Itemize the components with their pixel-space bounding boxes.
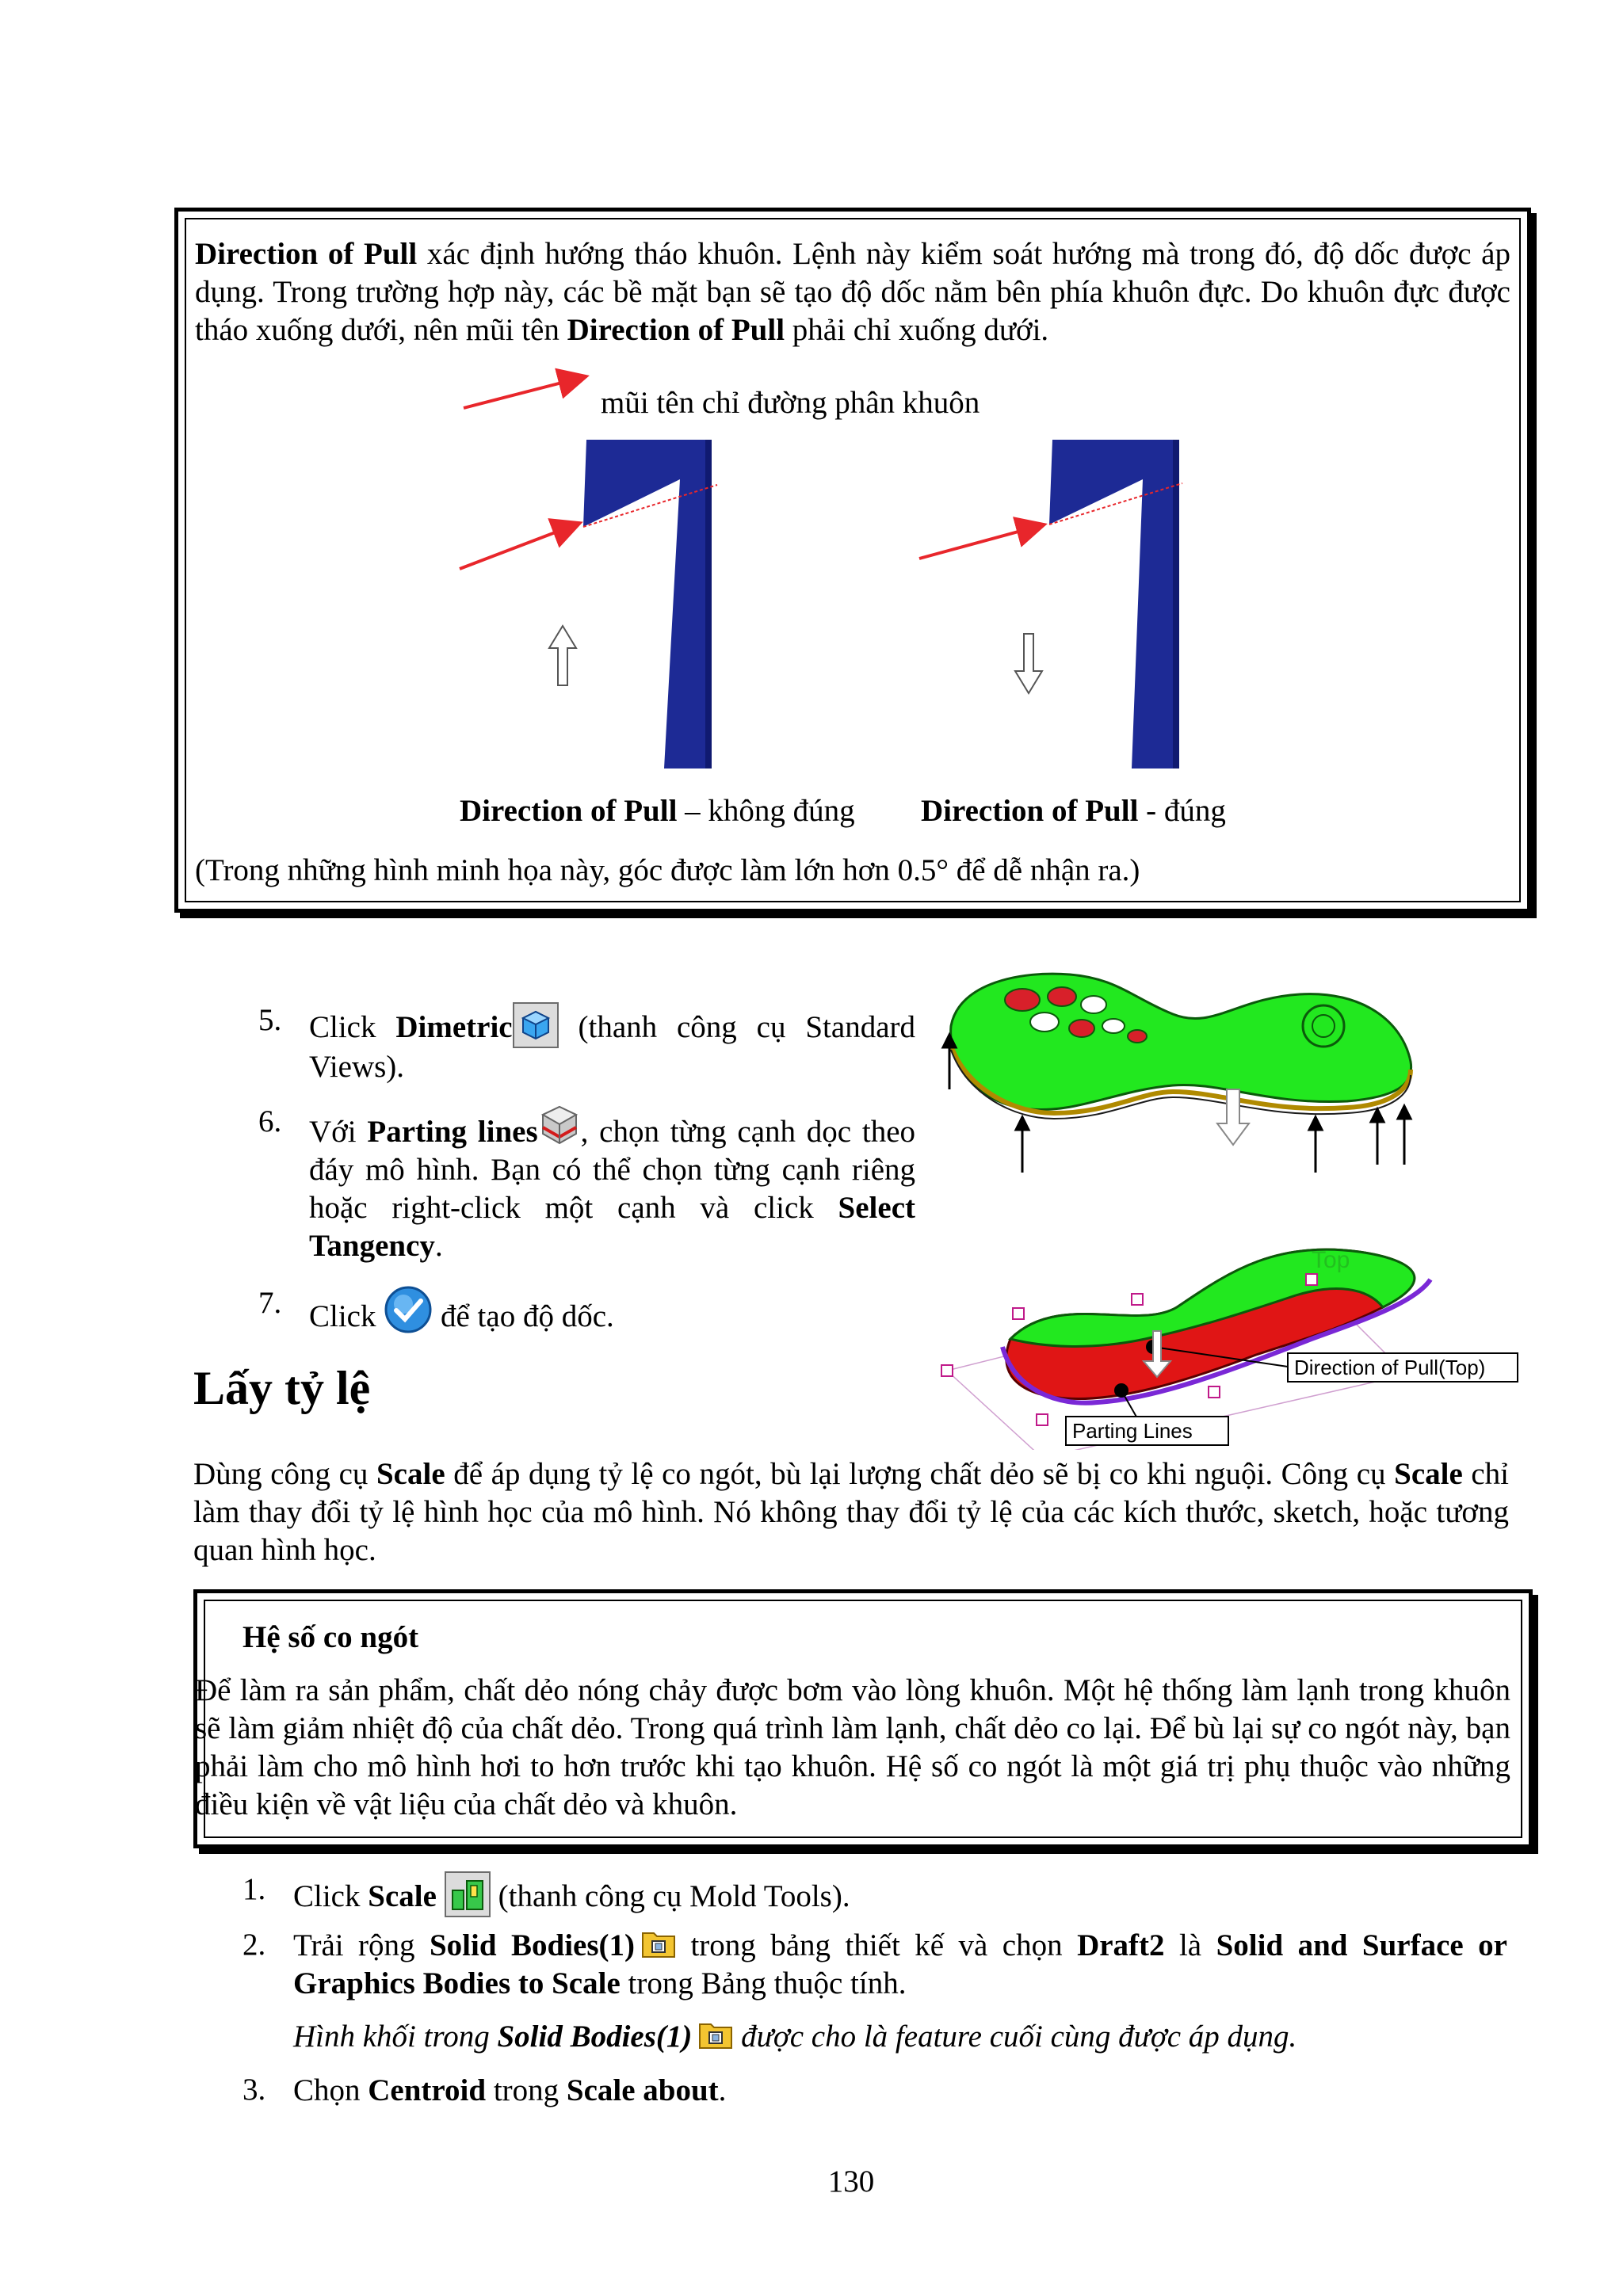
step-6-text: Với Parting lines , chọn từng cạnh dọc theo đáy mô hình. Bạn có thể chọn từng cạnh riêng hoặc right-click một cạnh và click Select Tangency. (309, 1104, 915, 1265)
shrink-box-title: Hệ số co ngót (242, 1620, 419, 1654)
solid-bodies-folder-icon (698, 2018, 733, 2050)
page-number: 130 (827, 2164, 875, 2199)
step-7-text: Click để tạo độ dốc. (309, 1285, 915, 1336)
step-number: 1. (242, 1872, 266, 1906)
shrink-box-body: Để làm ra sản phẩm, chất dẻo nóng chảy được bơm vào lòng khuôn. Một hệ thống làm lạnh trong khuôn sẽ làm giảm nhiệt độ của chất dẻo. Trong quá trình làm lạnh, chất dẻo co lại. Để bù lại sự co ngót này, bạn phải làm cho mô hình hơi to hơn trước khi tạo khuôn. Hệ số co ngót là một giá trị phụ thuộc vào những điều kiện về vật liệu của chất dẻo và khuôn. (195, 1673, 1510, 1821)
step-number: 5. (258, 1003, 282, 1037)
parting-lines-icon[interactable] (538, 1104, 581, 1146)
section-heading: Lấy tỷ lệ (193, 1362, 371, 1414)
direction-of-pull-label: Direction of Pull(Top) (1294, 1356, 1486, 1379)
down-arrow-icon (1015, 634, 1042, 693)
up-arrow-icon (549, 626, 576, 685)
note-footnote: (Trong những hình minh họa này, góc được làm lớn hơn 0.5° để dễ nhận ra.) (195, 853, 1140, 887)
top-label: Top (1312, 1247, 1350, 1273)
step-2-text: Trải rộng Solid Bodies(1) trong bảng thiết kế và chọn Draft2 là Solid and Surface or Graphics Bodies to Scale trong Bảng thuộc tính. (293, 1928, 1507, 2000)
caption-right: Direction of Pull - đúng (921, 794, 1226, 828)
step-number: 2. (242, 1928, 266, 1962)
label-arrow (464, 376, 586, 408)
step-number: 7. (258, 1286, 282, 1320)
caption-wrong: Direction of Pull – không đúng (460, 794, 855, 828)
step-5-text: Click Dimetric (thanh công cụ Standard Views). (309, 1002, 915, 1086)
ok-check-icon[interactable] (384, 1285, 433, 1334)
shoe-model-figure-bottom (939, 1220, 1526, 1450)
dimetric-cube-icon[interactable] (513, 1002, 559, 1048)
section-intro: Dùng công cụ Scale để áp dụng tỷ lệ co ngót, bù lại lượng chất dẻo sẽ bị co khi nguội. Công cụ Scale chỉ làm thay đổi tỷ lệ hình học của mô hình. Nó không thay đổi tỷ lệ của các kích thước, sketch, hoặc tương quan hình học. (193, 1457, 1509, 1567)
direction-of-pull-paragraph: Direction of Pull xác định hướng tháo khuôn. Lệnh này kiểm soát hướng mà trong đó, độ dốc được áp dụng. Trong trường hợp này, các bề mặt bạn sẽ tạo độ dốc nằm bên phía khuôn đực. Do khuôn đực được tháo xuống dưới, nên mũi tên Direction of Pull phải chỉ xuống dưới. (195, 237, 1510, 347)
mold-wall-right (1049, 440, 1173, 769)
shoe-model-figure-top (935, 951, 1442, 1188)
solid-bodies-folder-icon[interactable] (641, 1927, 676, 1958)
step-number: 6. (258, 1104, 282, 1138)
scale-icon[interactable] (445, 1871, 491, 1917)
parting-lines-label: Parting Lines (1072, 1419, 1193, 1443)
step-number: 3. (242, 2073, 266, 2107)
step-2-note: Hình khối trong Solid Bodies(1) được cho là feature cuối cùng được áp dụng. (293, 2019, 1297, 2054)
arrow-label: mũi tên chỉ đường phân khuôn (601, 386, 980, 420)
mold-wall-left (583, 440, 705, 769)
step-3-text: Chọn Centroid trong Scale about. (293, 2073, 727, 2107)
step-1-text: Click Scale (thanh công cụ Mold Tools). (293, 1871, 1506, 1917)
